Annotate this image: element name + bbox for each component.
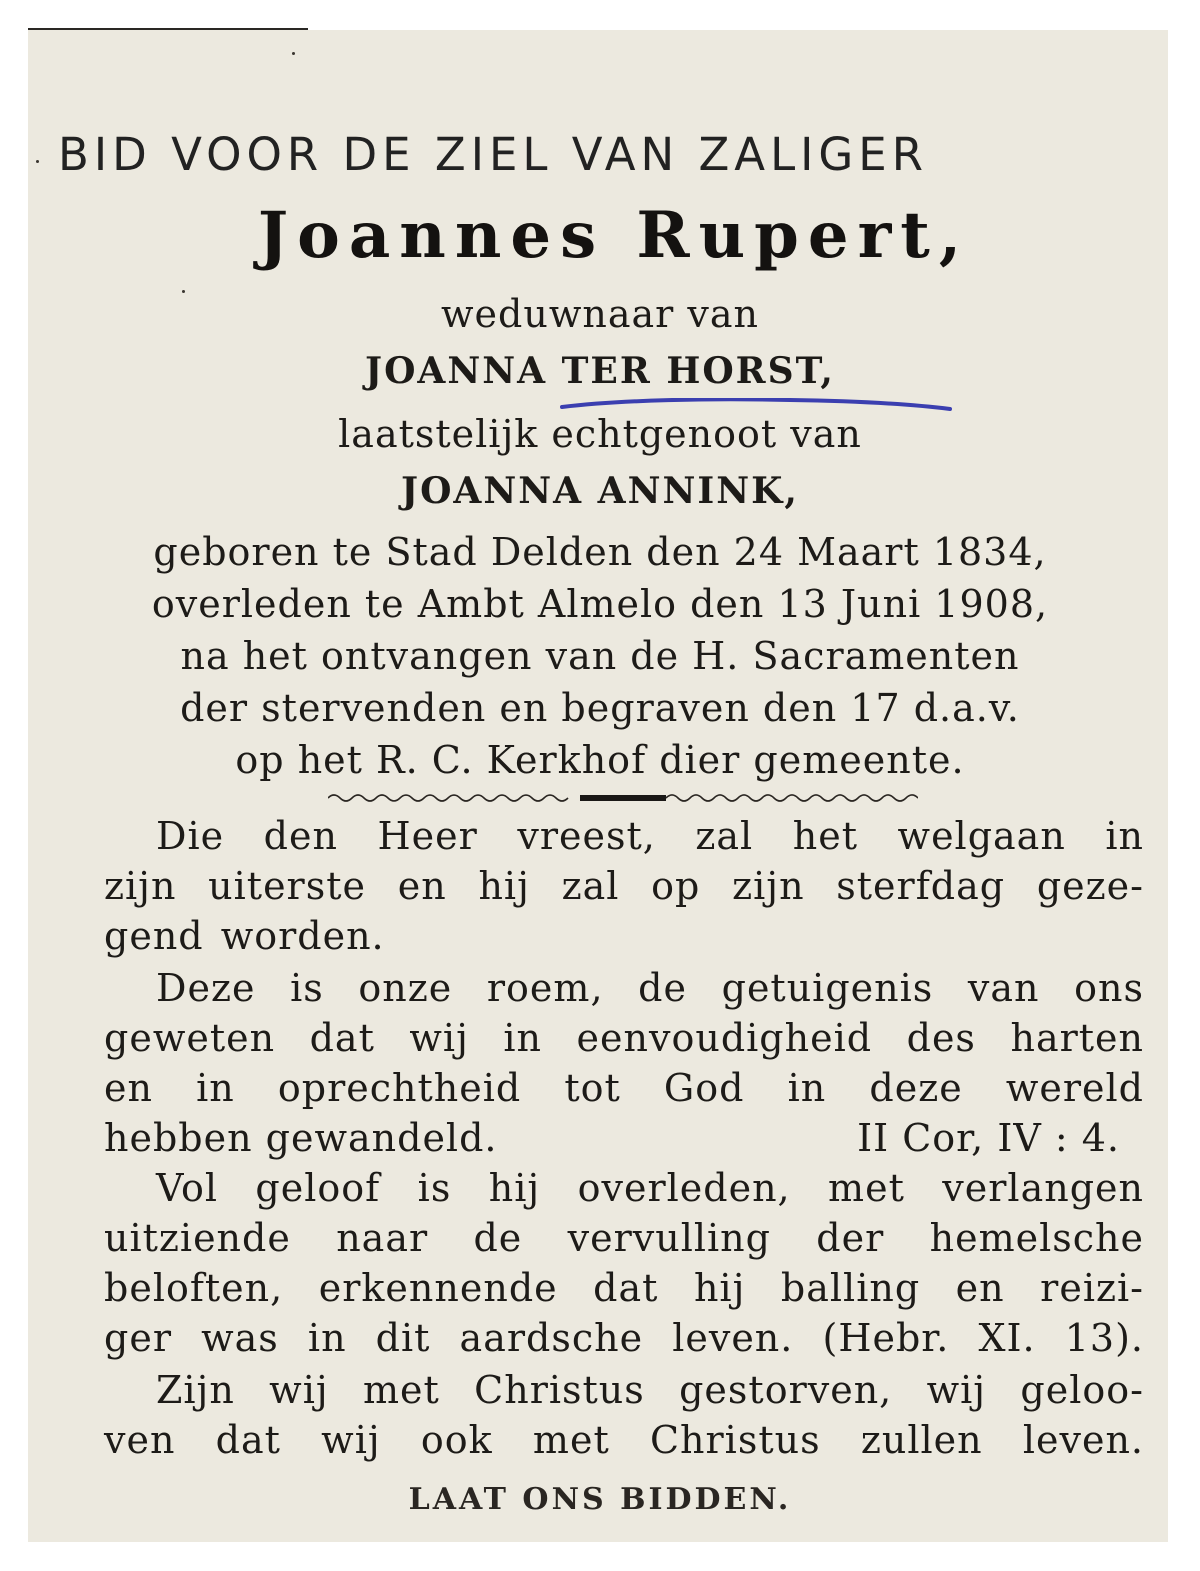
first-spouse-name: JOANNA TER HORST,: [365, 350, 835, 392]
body-line: Die den Heer vreest, zal het welgaan in: [156, 814, 1144, 858]
body-line: Deze is onze roem, de getuigenis van ons: [156, 966, 1144, 1010]
pen-underline: [560, 398, 952, 412]
paper-speck: [36, 160, 39, 163]
burial-line: der stervenden en begraven den 17 d.a.v.: [180, 686, 1020, 730]
paper-speck: [292, 52, 295, 55]
scripture-reference: II Cor, IV : 4.: [857, 1116, 1120, 1160]
body-line: beloften, erkennende dat hij balling en reizi-: [104, 1266, 1144, 1310]
body-line: hebben gewandeld.: [104, 1116, 498, 1160]
relation-widower: weduwnaar van: [441, 292, 759, 336]
card-heading: BID VOOR DE ZIEL VAN ZALIGER: [58, 128, 928, 181]
body-line: en in oprechtheid tot God in deze wereld: [104, 1066, 1144, 1110]
death-line: overleden te Ambt Almelo den 13 Juni 1908,: [151, 582, 1049, 626]
body-line: ven dat wij ook met Christus zullen leven.: [104, 1418, 1144, 1462]
deceased-name: Joannes Rupert,: [257, 198, 971, 273]
ornamental-divider: [328, 790, 918, 806]
body-line: Vol geloof is hij overleden, met verlangen: [156, 1166, 1144, 1210]
relation-husband: laatstelijk echtgenoot van: [338, 412, 862, 456]
closing-prayer: LAAT ONS BIDDEN.: [408, 1482, 792, 1517]
body-line: Zijn wij met Christus gestorven, wij geloo-: [156, 1368, 1144, 1412]
second-spouse-name: JOANNA ANNINK,: [401, 470, 799, 512]
sacraments-line: na het ontvangen van de H. Sacramenten: [180, 634, 1020, 678]
body-line: gend worden.: [104, 914, 385, 958]
body-line: geweten dat wij in eenvoudigheid des harten: [104, 1016, 1144, 1060]
body-line: zijn uiterste en hij zal op zijn sterfdag geze-: [104, 864, 1144, 908]
body-line-with-reference: [104, 1116, 1144, 1166]
body-line: uitziende naar de vervulling der hemelsche: [104, 1216, 1144, 1260]
body-line: ger was in dit aardsche leven. (Hebr. XI. 13).: [104, 1316, 1144, 1360]
birth-line: geboren te Stad Delden den 24 Maart 1834,: [153, 530, 1047, 574]
cemetery-line: op het R. C. Kerkhof dier gemeente.: [235, 738, 965, 782]
